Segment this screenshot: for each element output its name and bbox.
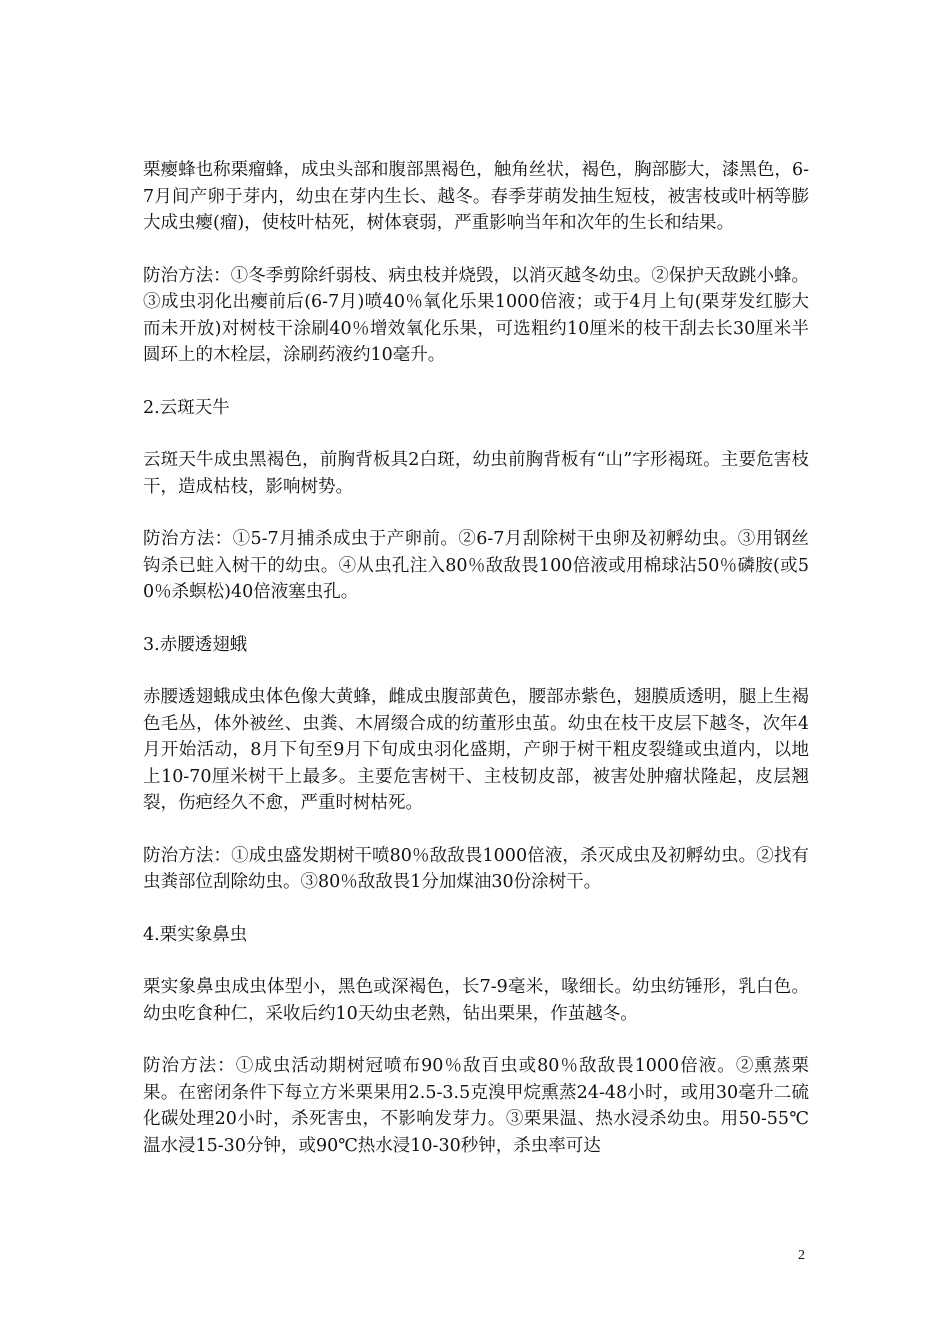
heading-longhorn-beetle: 2.云斑天牛 xyxy=(143,397,230,418)
paragraph-chestnut-gall-wasp: 栗瘿蜂也称栗瘤蜂，成虫头部和腹部黑褐色，触角丝状，褐色，胸部膨大，漆黑色，6-7月间产卵于芽内，幼虫在芽内生长、越冬。春季芽萌发抽生短枝，被害枝或叶柄等膨大成虫瘿(瘤)，使枝叶枯死，树体衰弱，严重影响当年和次年的生长和结果。 xyxy=(143,160,809,233)
page-number: 2 xyxy=(798,1248,805,1263)
heading-clearwing-moth: 3.赤腰透翅蛾 xyxy=(143,634,248,655)
paragraph-longhorn-control: 防治方法：①5-7月捕杀成虫于产卵前。②6-7月刮除树干虫卵及初孵幼虫。③用钢丝钩杀已蛀入树干的幼虫。④从虫孔注入80％敌敌畏100倍液或用棉球沾50％磷胺(或50％杀螟松)40倍液塞虫孔。 xyxy=(143,529,809,602)
paragraph-clearwing-control: 防治方法：①成虫盛发期树干喷80％敌敌畏1000倍液，杀灭成虫及初孵幼虫。②找有虫粪部位刮除幼虫。③80％敌敌畏1分加煤油30份涂树干。 xyxy=(143,845,809,892)
paragraph-weevil-control: 防治方法：①成虫活动期树冠喷布90％敌百虫或80％敌敌畏1000倍液。②熏蒸栗果。在密闭条件下每立方米栗果用2.5-3.5克溴甲烷熏蒸24-48小时，或用30毫升二硫化碳处理20小时，杀死害虫，不影响发芽力。③栗果温、热水浸杀幼虫。用50-55℃温水浸15-30分钟，或90℃热水浸10-30秒钟，杀虫率可达 xyxy=(143,1056,809,1156)
page-body xyxy=(143,157,809,1185)
heading-chestnut-weevil: 4.栗实象鼻虫 xyxy=(143,924,248,945)
paragraph-longhorn-beetle: 云斑天牛成虫黑褐色，前胸背板具2白斑，幼虫前胸背板有“山”字形褐斑。主要危害枝干，造成枯枝，影响树势。 xyxy=(143,450,809,497)
paragraph-chestnut-weevil: 栗实象鼻虫成虫体型小，黑色或深褐色，长7-9毫米，喙细长。幼虫纺锤形，乳白色。幼虫吃食种仁，采收后约10天幼虫老熟，钻出栗果，作茧越冬。 xyxy=(143,977,809,1024)
paragraph-gall-wasp-control: 防治方法：①冬季剪除纤弱枝、病虫枝并烧毁，以消灭越冬幼虫。②保护天敌跳小蜂。③成虫羽化出瘿前后(6-7月)喷40％氧化乐果1000倍液；或于4月上旬(栗芽发红膨大而未开放)对树枝干涂刷40％增效氧化乐果，可选粗约10厘米的枝干刮去长30厘米半圆环上的木栓层，涂刷药液约10毫升。 xyxy=(143,265,809,365)
paragraph-clearwing-moth: 赤腰透翅蛾成虫体色像大黄蜂，雌成虫腹部黄色，腰部赤紫色，翅膜质透明，腿上生褐色毛丛，体外被丝、虫粪、木屑缀合成的纺董形虫茧。幼虫在枝干皮层下越冬，次年4月开始活动，8月下旬至9月下旬成虫羽化盛期，产卵于树干粗皮裂缝或虫道内，以地上10-70厘米树干上最多。主要危害树干、主枝韧皮部，被害处肿瘤状隆起，皮层翘裂，伤疤经久不愈，严重时树枯死。 xyxy=(143,687,809,813)
